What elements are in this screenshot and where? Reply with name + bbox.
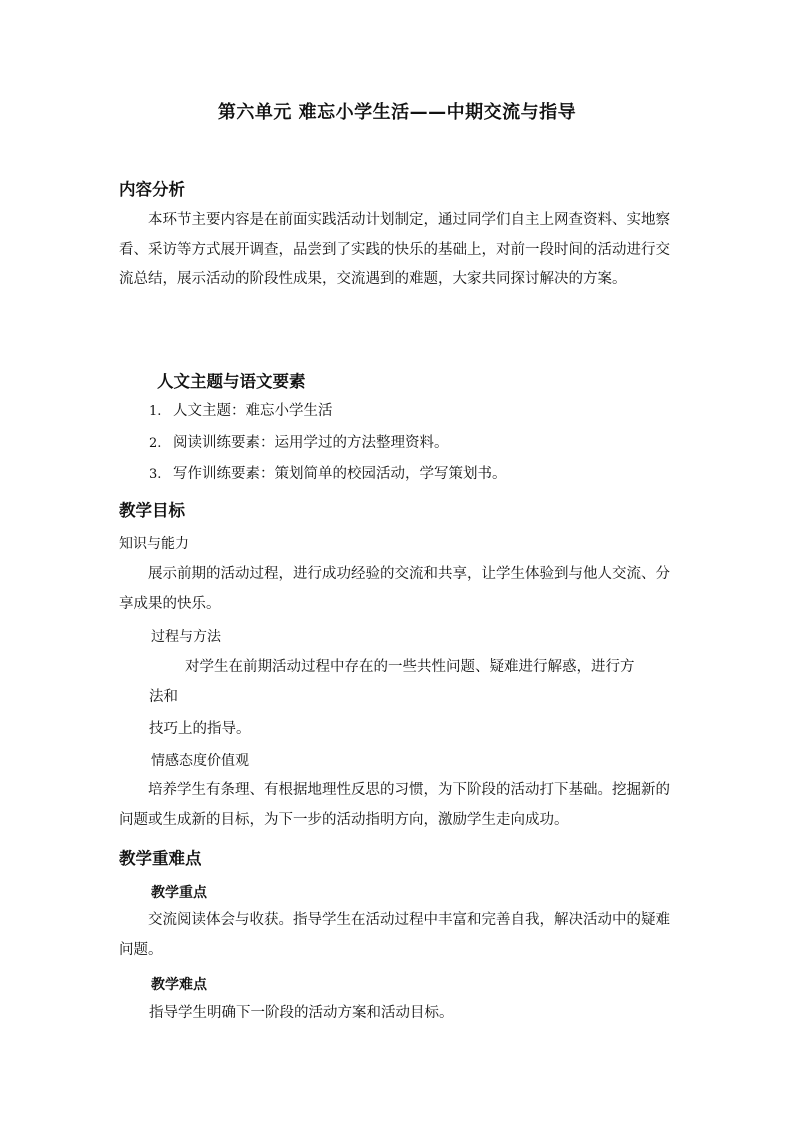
list-number: 3.: [149, 467, 162, 482]
list-number: 1.: [149, 404, 162, 419]
list-number: 2.: [149, 436, 162, 451]
knowledge-subheading: 知识与能力: [119, 536, 189, 552]
content-analysis-paragraph: 本环节主要内容是在前面实践活动计划制定，通过同学们自主上网查资料、实地察看、采访等方式展开调查，品尝到了实践的快乐的基础上，对前一段时间的活动进行交流总结，展示活动的阶段性成果，交流遇到的难题，大家共同探讨解决的方案。: [119, 212, 670, 287]
theme-list-item: [149, 432, 449, 455]
goals-heading: 教学目标: [119, 501, 185, 520]
theme-list-item: [149, 463, 507, 486]
focus-subheading: 教学重点: [151, 885, 207, 901]
difficulty-paragraph: 指导学生明确下一阶段的活动方案和活动目标。: [149, 1005, 454, 1021]
process-line: 技巧上的指导。: [149, 721, 251, 737]
document-title: 第六单元 难忘小学生活——中期交流与指导: [217, 102, 577, 123]
focus-paragraph: 交流阅读体会与收获。指导学生在活动过程中丰富和完善自我，解决活动中的疑难问题。: [119, 912, 670, 958]
theme-list-item: [149, 400, 333, 423]
knowledge-paragraph: 展示前期的活动过程，进行成功经验的交流和共享，让学生体验到与他人交流、分享成果的快乐。: [119, 566, 670, 612]
emotion-paragraph: 培养学生有条理、有根据地理性反思的习惯，为下阶段的活动打下基础。挖掘新的问题或生成新的目标，为下一步的活动指明方向，激励学生走向成功。: [119, 782, 670, 828]
list-item-text: 阅读训练要素：运用学过的方法整理资料。: [173, 435, 449, 451]
content-analysis-heading: 内容分析: [119, 180, 185, 199]
list-item-text: 人文主题：难忘小学生活: [173, 403, 333, 419]
process-line: 对学生在前期活动过程中存在的一些共性问题、疑难进行解惑，进行方: [185, 659, 635, 675]
list-item-text: 写作训练要素：策划简单的校园活动，学写策划书。: [173, 466, 507, 482]
process-subheading: 过程与方法: [151, 629, 221, 645]
process-line: 法和: [149, 689, 178, 705]
theme-heading: 人文主题与语文要素: [157, 372, 306, 391]
difficulty-subheading: 教学难点: [151, 977, 207, 993]
emotion-subheading: 情感态度价值观: [151, 753, 249, 769]
key-points-heading: 教学重难点: [119, 849, 202, 868]
